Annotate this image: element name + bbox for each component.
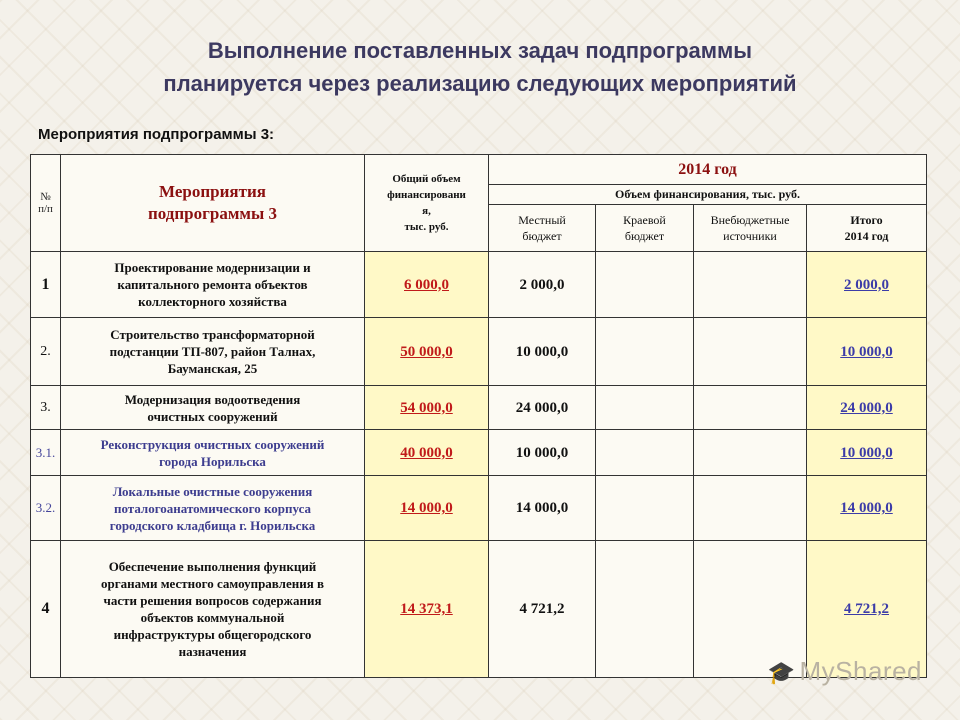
row-event	[61, 476, 365, 541]
event-line: города Норильска	[159, 453, 266, 469]
table-row	[31, 252, 927, 318]
header-itogo-line1: Итого	[850, 213, 883, 227]
event-line: инфраструктуры общегородского	[113, 627, 312, 642]
total-value: 40 000,0	[400, 444, 453, 461]
row-total	[365, 386, 489, 430]
row-local	[489, 430, 596, 476]
row-event	[61, 318, 365, 386]
row-extrabudget	[694, 252, 807, 318]
header-extrabudget-line2: источники	[723, 229, 777, 243]
local-value: 10 000,0	[515, 444, 569, 461]
header-num-line2: п/п	[38, 203, 53, 215]
table-row	[31, 476, 927, 541]
header-regional-line1: Краевой	[623, 213, 666, 227]
event-line: подстанции ТП-807, район Талнах,	[109, 344, 316, 359]
header-financing: Объем финансирования, тыс. руб.	[489, 185, 927, 205]
slide-title-line1: Выполнение поставленных задач подпрограммы	[207, 38, 753, 63]
event-line: городского кладбища г. Норильска	[109, 517, 316, 533]
header-local-line2: бюджет	[522, 229, 562, 243]
row-extrabudget	[694, 386, 807, 430]
row-event	[61, 386, 365, 430]
local-value: 4 721,2	[519, 601, 565, 617]
row-event	[61, 430, 365, 476]
header-num	[31, 155, 61, 252]
financing-table	[30, 154, 927, 678]
row-local	[489, 386, 596, 430]
table-caption: Мероприятия подпрограммы 3:	[38, 126, 275, 143]
table-row	[31, 430, 927, 476]
event-line: Проектирование модернизации и	[114, 260, 311, 275]
row-num: 1	[31, 252, 61, 318]
header-regional-line2: бюджет	[624, 229, 665, 243]
event-line: Бауманская, 25	[167, 361, 258, 376]
row-local	[489, 252, 596, 318]
event-line: коллекторного хозяйства	[138, 294, 287, 309]
row-itogo	[807, 476, 927, 541]
row-regional	[596, 430, 694, 476]
row-total	[365, 252, 489, 318]
event-line: объектов коммунальной	[140, 610, 285, 625]
header-total-line4: тыс. руб.	[404, 221, 449, 233]
header-total-line2: финансировани	[387, 189, 466, 201]
row-total	[365, 318, 489, 386]
watermark-text: MyShared	[799, 656, 922, 686]
row-itogo	[807, 318, 927, 386]
total-value: 14 373,1	[400, 601, 453, 617]
mortarboard-icon: 🎓	[767, 660, 796, 685]
row-regional	[596, 476, 694, 541]
row-itogo	[807, 386, 927, 430]
total-value: 14 000,0	[400, 500, 453, 516]
row-num: 3.2.	[31, 476, 61, 541]
header-total	[365, 155, 489, 252]
row-regional	[596, 541, 694, 678]
row-regional	[596, 318, 694, 386]
row-local	[489, 476, 596, 541]
local-value: 14 000,0	[515, 500, 569, 516]
total-value: 50 000,0	[400, 343, 453, 360]
table-row	[31, 318, 927, 386]
header-events-line2: подпрограммы 3	[147, 204, 277, 223]
row-num: 4	[31, 541, 61, 678]
header-extrabudget	[694, 205, 807, 252]
header-itogo-line2: 2014 год	[844, 229, 889, 243]
row-num: 3.	[31, 386, 61, 430]
event-line: Реконструкция очистных сооружений	[100, 436, 325, 452]
itogo-value: 10 000,0	[840, 343, 893, 360]
itogo-value: 24 000,0	[840, 399, 893, 416]
header-total-line3: я,	[422, 205, 431, 217]
slide-title-line2: планируется через реализацию следующих мероприятий	[163, 71, 797, 96]
event-line: капитального ремонта объектов	[117, 277, 308, 292]
row-itogo	[807, 252, 927, 318]
row-total	[365, 430, 489, 476]
table-row	[31, 386, 927, 430]
row-local	[489, 318, 596, 386]
local-value: 2 000,0	[519, 276, 565, 293]
event-line: Локальные очистные сооружения	[112, 483, 313, 499]
local-value: 24 000,0	[515, 399, 569, 416]
header-row-1	[31, 155, 927, 185]
total-value: 6 000,0	[404, 276, 449, 293]
event-line: органами местного самоуправления в	[100, 576, 324, 591]
row-extrabudget	[694, 476, 807, 541]
event-line: Модернизация водоотведения	[124, 391, 301, 407]
itogo-value: 10 000,0	[840, 444, 893, 461]
row-regional	[596, 252, 694, 318]
header-regional-budget	[596, 205, 694, 252]
header-num-line1: №	[40, 191, 51, 203]
row-total	[365, 476, 489, 541]
itogo-value: 4 721,2	[844, 601, 889, 617]
header-local-budget	[489, 205, 596, 252]
row-local	[489, 541, 596, 678]
header-events	[61, 155, 365, 252]
header-extrabudget-line1: Внебюджетные	[710, 213, 790, 227]
header-itogo	[807, 205, 927, 252]
row-extrabudget	[694, 318, 807, 386]
row-event	[61, 541, 365, 678]
row-num: 3.1.	[31, 430, 61, 476]
row-regional	[596, 386, 694, 430]
event-line: Строительство трансформаторной	[110, 327, 315, 342]
row-total	[365, 541, 489, 678]
event-line: назначения	[178, 644, 247, 659]
watermark	[768, 656, 922, 687]
event-line: очистных сооружений	[147, 408, 278, 424]
header-events-line1: Мероприятия	[159, 182, 266, 201]
itogo-value: 2 000,0	[844, 276, 889, 293]
event-line: поталогоанатомического корпуса	[113, 500, 312, 516]
header-total-line1: Общий объем	[392, 173, 461, 185]
event-line: части решения вопросов содержания	[103, 593, 322, 608]
total-value: 54 000,0	[400, 399, 453, 416]
row-extrabudget	[694, 430, 807, 476]
slide-title	[0, 34, 960, 100]
header-year: 2014 год	[489, 155, 927, 185]
row-event	[61, 252, 365, 318]
row-itogo	[807, 430, 927, 476]
row-num: 2.	[31, 318, 61, 386]
event-line: Обеспечение выполнения функций	[108, 559, 317, 574]
header-local-line1: Местный	[518, 213, 566, 227]
local-value: 10 000,0	[515, 343, 569, 360]
itogo-value: 14 000,0	[840, 500, 893, 516]
